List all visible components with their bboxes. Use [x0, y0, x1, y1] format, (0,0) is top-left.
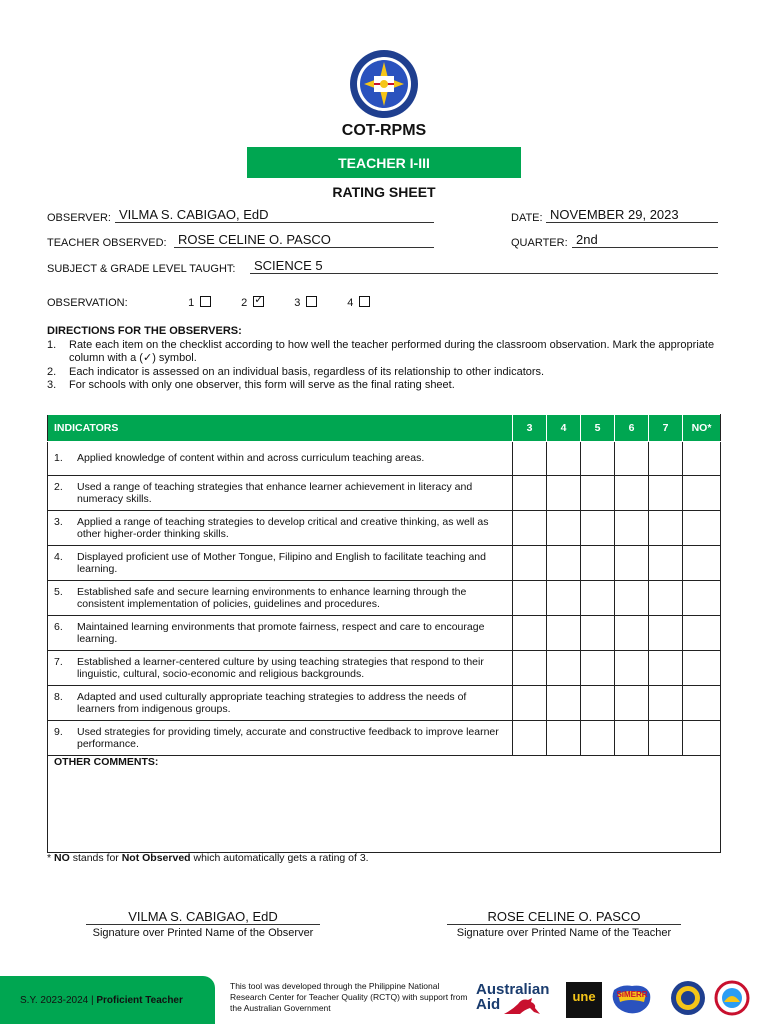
score-cell[interactable]	[547, 616, 581, 651]
observer-signature-block	[86, 909, 320, 939]
score-cell[interactable]	[649, 686, 683, 721]
score-cell[interactable]	[581, 511, 615, 546]
career-stage-text: Proficient Teacher	[96, 994, 183, 1006]
note-stands-for: stands for	[72, 852, 119, 864]
observation-option-4[interactable]	[347, 296, 397, 309]
score-cell[interactable]	[581, 476, 615, 511]
direction-number: 3.	[47, 379, 57, 391]
score-cell[interactable]	[683, 442, 721, 476]
indicator-text: Established a learner-centered culture by using teaching strategies that respond to their linguistic, cultural, socio-economic and religious backgrounds.	[77, 655, 484, 680]
date-field[interactable]: NOVEMBER 29, 2023	[546, 208, 718, 223]
observation-option-1[interactable]	[188, 296, 238, 309]
score-cell[interactable]	[513, 476, 547, 511]
indicator-text: Displayed proficient use of Mother Tongue, Filipino and English to facilitate teaching and learning.	[77, 550, 486, 575]
indicator-number: 7.	[54, 655, 63, 668]
table-row	[48, 721, 721, 756]
score-cell[interactable]	[513, 686, 547, 721]
table-row	[48, 511, 721, 546]
option-number: 1	[188, 297, 195, 309]
score-cell[interactable]	[649, 721, 683, 756]
direction-text: For schools with only one observer, this form will serve as the final rating sheet.	[69, 379, 455, 391]
teacher-signature-name[interactable]: ROSE CELINE O. PASCO	[447, 909, 681, 925]
indicator-cell	[48, 651, 513, 686]
score-cell[interactable]	[615, 546, 649, 581]
note-rest: which automatically gets a rating of 3.	[193, 852, 369, 864]
score-cell[interactable]	[683, 546, 721, 581]
position-banner	[247, 147, 521, 178]
score-cell[interactable]	[649, 476, 683, 511]
teacher-signature-caption: Signature over Printed Name of the Teacher	[456, 927, 672, 939]
direction-number: 1.	[47, 338, 57, 351]
score-cell[interactable]	[649, 651, 683, 686]
score-header-7: 7	[649, 415, 683, 442]
score-cell[interactable]	[683, 686, 721, 721]
score-cell[interactable]	[547, 581, 581, 616]
subject-label: SUBJECT & GRADE LEVEL TAUGHT:	[47, 263, 236, 275]
kangaroo-icon	[502, 996, 542, 1016]
footer-school-year	[0, 976, 215, 1024]
score-cell[interactable]	[683, 581, 721, 616]
score-cell[interactable]	[513, 581, 547, 616]
table-row	[48, 442, 721, 476]
note-asterisk: *	[47, 852, 52, 864]
score-cell[interactable]	[513, 651, 547, 686]
score-cell[interactable]	[581, 686, 615, 721]
option-number: 2	[241, 297, 248, 309]
score-cell[interactable]	[581, 442, 615, 476]
checked-checkbox-icon[interactable]	[253, 296, 264, 307]
school-year-text: S.Y. 2023-2024 |	[20, 994, 94, 1006]
quarter-field[interactable]: 2nd	[572, 233, 718, 248]
observer-label: OBSERVER:	[47, 212, 111, 224]
table-row	[48, 651, 721, 686]
indicator-cell	[48, 476, 513, 511]
teacher-observed-label: TEACHER OBSERVED:	[47, 237, 167, 249]
score-cell[interactable]	[615, 616, 649, 651]
score-cell[interactable]	[615, 686, 649, 721]
table-row	[48, 476, 721, 511]
score-cell[interactable]	[547, 442, 581, 476]
indicator-cell	[48, 546, 513, 581]
note-no: NO	[54, 852, 70, 864]
score-header-5: 5	[581, 415, 615, 442]
document-subtitle: RATING SHEET	[332, 184, 436, 200]
indicators-table	[47, 414, 721, 756]
other-comments-box[interactable]	[47, 755, 721, 853]
indicator-number: 2.	[54, 480, 63, 493]
score-cell[interactable]	[649, 442, 683, 476]
direction-item	[47, 366, 727, 380]
direction-text: Rate each item on the checklist according to how well the teacher performed during the classroom observation. Mark the appropriate column with a (✓) symbol.	[69, 338, 715, 364]
score-cell[interactable]	[513, 546, 547, 581]
indicator-text: Adapted and used culturally appropriate teaching strategies to address the needs of learners from indigenous groups.	[77, 690, 467, 715]
deped-seal-logo	[348, 48, 420, 120]
banner-text: TEACHER I-III	[338, 154, 430, 171]
observer-signature-name[interactable]: VILMA S. CABIGAO, EdD	[86, 909, 320, 925]
indicator-number: 5.	[54, 585, 63, 598]
aus-aid-line2: Aid	[476, 996, 501, 1013]
indicator-cell	[48, 581, 513, 616]
checkbox-icon[interactable]	[306, 296, 317, 307]
score-cell[interactable]	[649, 546, 683, 581]
indicator-text: Applied knowledge of content within and across curriculum teaching areas.	[77, 452, 425, 465]
score-cell[interactable]	[513, 721, 547, 756]
indicator-text: Used strategies for providing timely, accurate and constructive feedback to improve learner performance.	[77, 725, 499, 750]
checkbox-icon[interactable]	[359, 296, 370, 307]
score-cell[interactable]	[615, 721, 649, 756]
observer-signature-caption: Signature over Printed Name of the Observer	[92, 927, 314, 939]
simerr-text: SiMERR	[616, 990, 648, 999]
quarter-label: QUARTER:	[511, 237, 568, 249]
checkbox-icon[interactable]	[200, 296, 211, 307]
score-header-no: NO*	[683, 415, 721, 442]
indicator-cell	[48, 721, 513, 756]
score-cell[interactable]	[513, 511, 547, 546]
indicators-header: INDICATORS	[48, 415, 513, 442]
score-cell[interactable]	[615, 511, 649, 546]
directions-heading: DIRECTIONS FOR THE OBSERVERS:	[47, 325, 242, 337]
observer-field[interactable]: VILMA S. CABIGAO, EdD	[115, 208, 434, 223]
score-cell[interactable]	[615, 476, 649, 511]
score-cell[interactable]	[649, 581, 683, 616]
option-number: 4	[347, 297, 354, 309]
score-cell[interactable]	[581, 581, 615, 616]
table-row	[48, 616, 721, 651]
score-cell[interactable]	[683, 476, 721, 511]
indicator-number: 1.	[54, 452, 63, 465]
observation-label: OBSERVATION:	[47, 297, 128, 309]
score-cell[interactable]	[683, 651, 721, 686]
aus-aid-line1: Australian	[476, 981, 550, 998]
table-row	[48, 581, 721, 616]
score-cell[interactable]	[649, 616, 683, 651]
table-row	[48, 686, 721, 721]
table-row	[48, 546, 721, 581]
score-cell[interactable]	[513, 442, 547, 476]
score-cell[interactable]	[615, 442, 649, 476]
direction-item	[47, 379, 727, 393]
observation-option-2[interactable]	[241, 296, 291, 309]
une-text: une	[572, 989, 596, 1004]
document-title: COT-RPMS	[341, 122, 427, 139]
observation-row	[47, 296, 397, 309]
score-cell[interactable]	[683, 511, 721, 546]
indicator-number: 4.	[54, 550, 63, 563]
indicator-cell	[48, 616, 513, 651]
indicator-text: Used a range of teaching strategies that enhance learner achievement in literacy and numeracy skills.	[77, 480, 473, 505]
other-comments-label: OTHER COMMENTS:	[54, 756, 159, 768]
direction-number: 2.	[47, 365, 57, 378]
directions-section	[47, 325, 727, 393]
indicator-number: 3.	[54, 515, 63, 528]
score-header-4: 4	[547, 415, 581, 442]
score-cell[interactable]	[615, 581, 649, 616]
score-cell[interactable]	[683, 616, 721, 651]
score-header-3: 3	[513, 415, 547, 442]
une-logo	[566, 982, 602, 1018]
indicator-number: 6.	[54, 620, 63, 633]
score-cell[interactable]	[547, 476, 581, 511]
rctq-seal-icon	[670, 980, 706, 1016]
score-cell[interactable]	[547, 721, 581, 756]
partner-logo-icon	[712, 980, 752, 1016]
subject-field[interactable]: SCIENCE 5	[250, 259, 718, 274]
indicator-cell	[48, 686, 513, 721]
footer-credit: This tool was developed through the Philippine National Research Center for Teacher Quality (RCTQ) with support from the Australian Government	[230, 981, 468, 1013]
direction-item	[47, 339, 727, 366]
indicator-text: Established safe and secure learning environments to enhance learning through the consistent implementation of policies, guidelines and procedures.	[77, 585, 467, 610]
score-cell[interactable]	[683, 721, 721, 756]
option-number: 3	[294, 297, 301, 309]
score-cell[interactable]	[547, 546, 581, 581]
table-header-row	[48, 415, 721, 442]
teacher-signature-block	[447, 909, 681, 939]
score-cell[interactable]	[547, 511, 581, 546]
score-cell[interactable]	[547, 686, 581, 721]
score-cell[interactable]	[547, 651, 581, 686]
not-observed-note	[47, 852, 369, 864]
indicator-number: 8.	[54, 690, 63, 703]
score-cell[interactable]	[581, 721, 615, 756]
score-cell[interactable]	[615, 651, 649, 686]
score-cell[interactable]	[581, 651, 615, 686]
simerr-logo	[610, 982, 654, 1016]
score-header-6: 6	[615, 415, 649, 442]
note-not-observed: Not Observed	[121, 852, 191, 864]
indicator-cell	[48, 511, 513, 546]
observation-option-3[interactable]	[294, 296, 344, 309]
indicator-number: 9.	[54, 725, 63, 738]
date-label: DATE:	[511, 212, 543, 224]
teacher-observed-field[interactable]: ROSE CELINE O. PASCO	[174, 233, 434, 248]
indicator-text: Maintained learning environments that promote fairness, respect and care to encourage learning.	[77, 620, 485, 645]
score-cell[interactable]	[581, 616, 615, 651]
score-cell[interactable]	[513, 616, 547, 651]
direction-text: Each indicator is assessed on an individual basis, regardless of its relationship to other indicators.	[69, 365, 545, 378]
score-cell[interactable]	[581, 546, 615, 581]
indicator-text: Applied a range of teaching strategies to develop critical and creative thinking, as well as other higher-order thinking skills.	[77, 515, 489, 540]
score-cell[interactable]	[649, 511, 683, 546]
indicator-cell	[48, 442, 513, 476]
